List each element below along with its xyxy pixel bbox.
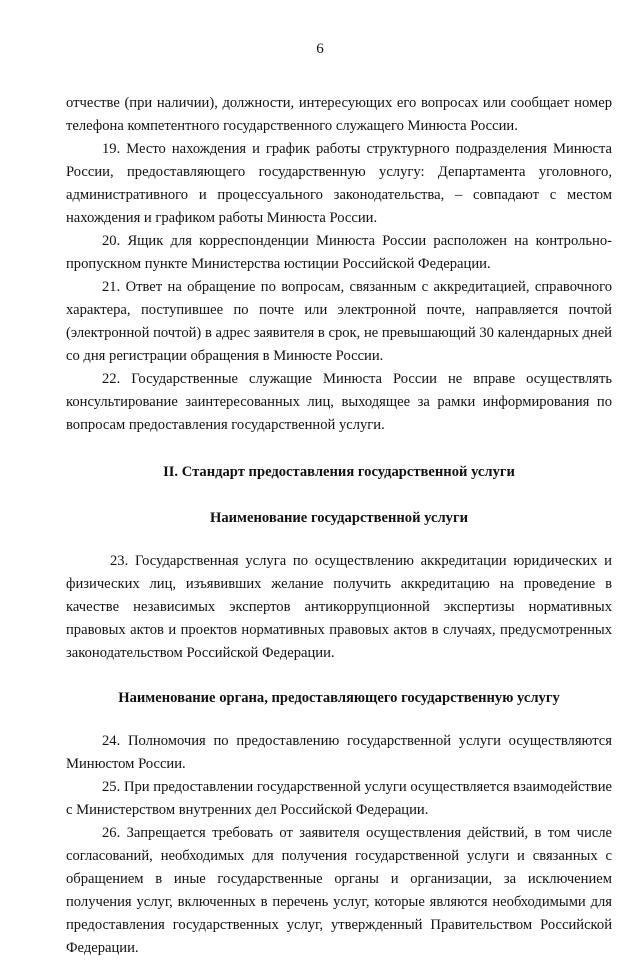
paragraph-19: 19. Место нахождения и график работы структурного подразделения Минюста России, предоставляющего государственную услугу: Департамента уголовного, административного и процессуального законодательства, – совпадают с местом нахождения и графиком работы Минюста России.: [66, 141, 612, 226]
paragraph-continuation: отчестве (при наличии), должности, интересующих его вопросах или сообщает номер телефона компетентного государственного служащего Минюста России.: [66, 95, 612, 134]
document-body: [66, 92, 612, 960]
subheading-provider-organ: Наименование органа, предоставляющего государственную услугу: [118, 690, 560, 706]
paragraph-23: 23. Государственная услуга по осуществлению аккредитации юридических и физических лиц, изъявивших желание получить аккредитацию на проведение в качестве независимых экспертов антикоррупционной экспертизы нормативных правовых актов и проектов нормативных правовых актов в случаях, предусмотренных законодательством Российской Федерации.: [66, 553, 612, 661]
paragraph-26: 26. Запрещается требовать от заявителя осуществления действий, в том числе согласований, необходимых для получения государственной услуги и связанных с обращением в иные государственные органы и организации, за исключением получения услуг, включенных в перечень услуг, которые являются необходимыми для предоставления государственных услуг, утвержденный Правительством Российской Федерации.: [66, 825, 612, 956]
paragraph-20: 20. Ящик для корреспонденции Минюста России расположен на контрольно-пропускном пункте Министерства юстиции Российской Федерации.: [66, 233, 612, 272]
paragraph-24: 24. Полномочия по предоставлению государственной услуги осуществляются Минюстом России.: [66, 733, 612, 772]
paragraph-22: 22. Государственные служащие Минюста России не вправе осуществлять консультирование заинтересованных лиц, выходящее за рамки информирования по вопросам предоставления государственной услуги.: [66, 371, 612, 433]
subheading-service-name: Наименование государственной услуги: [210, 510, 468, 526]
paragraph-25: 25. При предоставлении государственной услуги осуществляется взаимодействие с Министерством внутренних дел Российской Федерации.: [66, 779, 612, 818]
page-number: 6: [316, 41, 324, 57]
section-heading: II. Стандарт предоставления государственной услуги: [163, 464, 515, 480]
paragraph-21: 21. Ответ на обращение по вопросам, связанным с аккредитацией, справочного характера, поступившее по почте или электронной почте, направляется почтой (электронной почтой) в адрес заявителя в срок, не превышающий 30 календарных дней со дня регистрации обращения в Минюсте России.: [66, 279, 612, 364]
